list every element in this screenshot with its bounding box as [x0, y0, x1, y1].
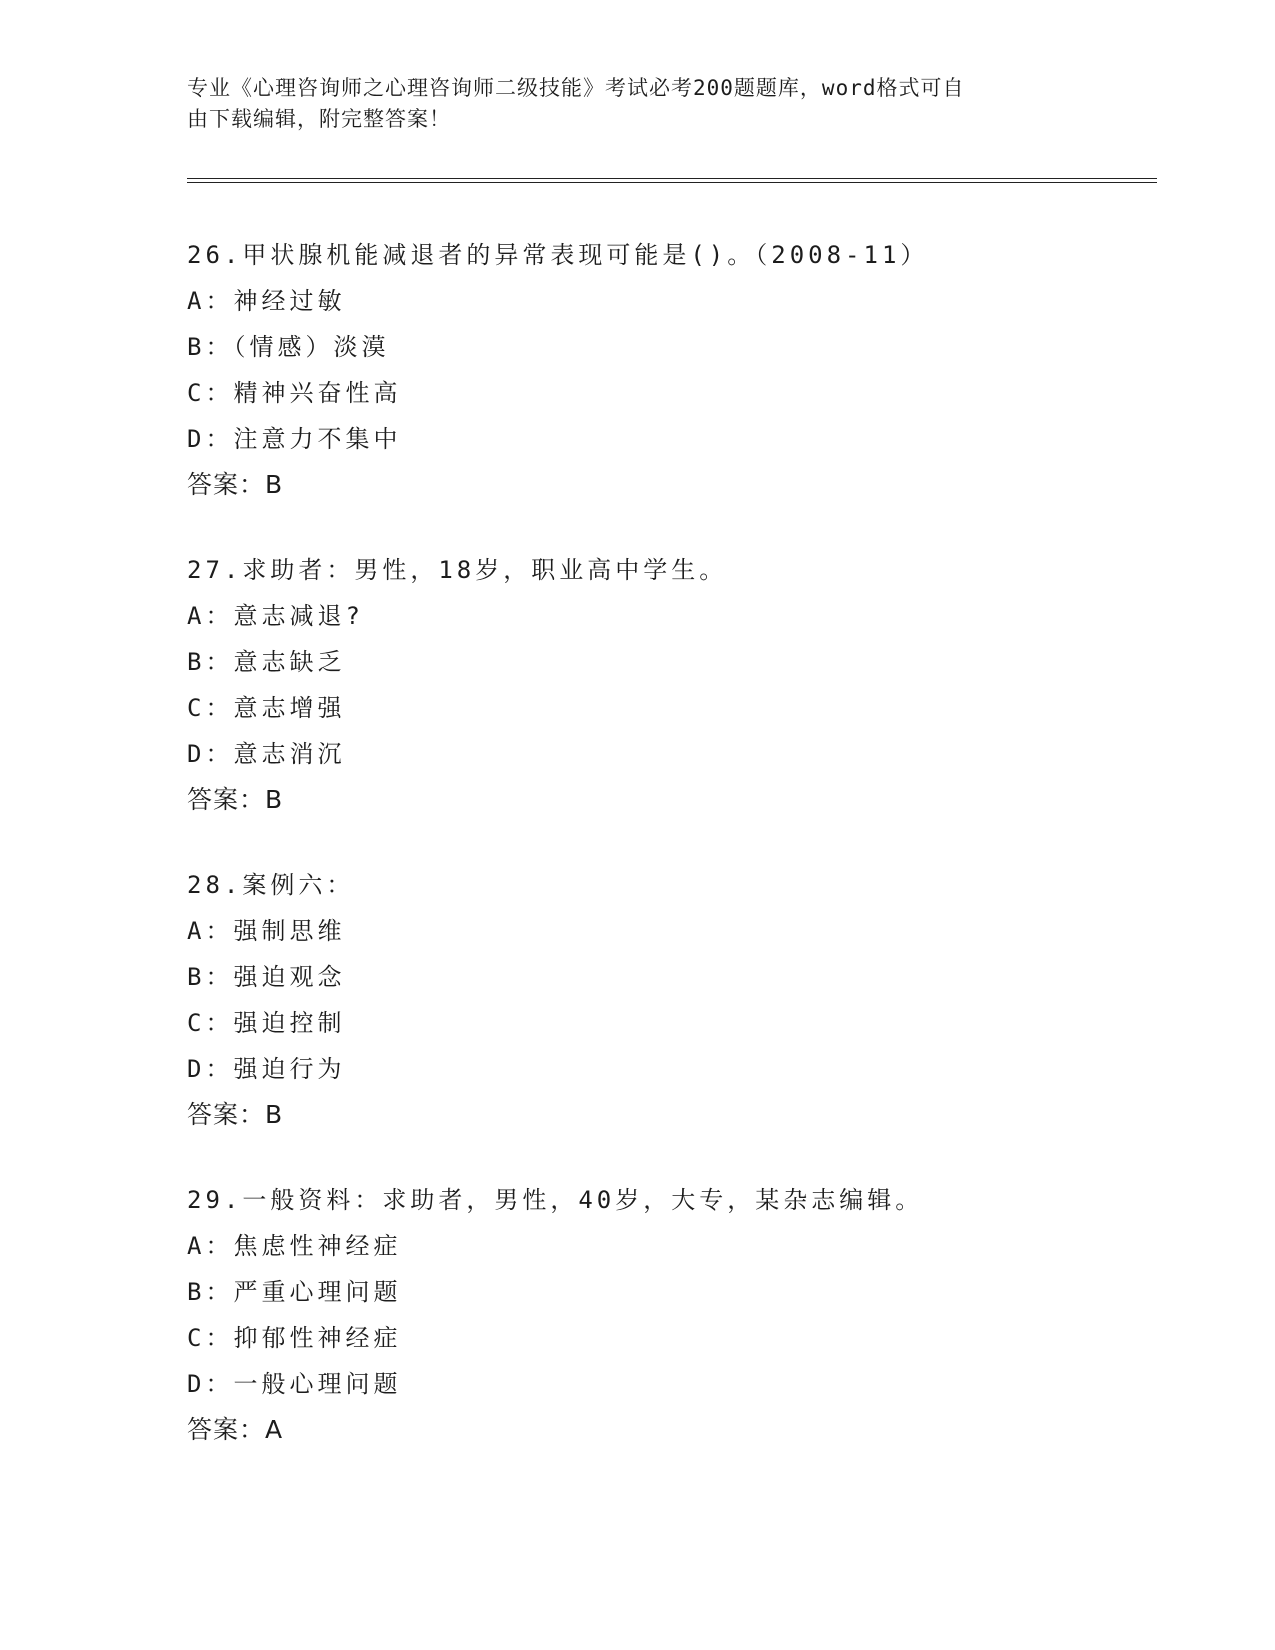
answer: 答案：B: [187, 470, 284, 499]
question-stem: 26.甲状腺机能减退者的异常表现可能是()。（2008-11）: [187, 241, 929, 269]
question-28: [187, 862, 1187, 1138]
option-b: B：严重心理问题: [187, 1278, 402, 1306]
option-a: A：焦虑性神经症: [187, 1232, 402, 1260]
option-c: C：精神兴奋性高: [187, 379, 402, 407]
question-stem: 29.一般资料：求助者，男性，40岁，大专，某杂志编辑。: [187, 1186, 924, 1214]
option-c: C：强迫控制: [187, 1009, 346, 1037]
option-d: D：意志消沉: [187, 740, 346, 768]
question-26: [187, 232, 1187, 508]
option-c: C：意志增强: [187, 694, 346, 722]
option-a: A：强制思维: [187, 917, 346, 945]
header-divider-top: [187, 178, 1157, 179]
question-stem: 27.求助者：男性，18岁，职业高中学生。: [187, 556, 728, 584]
option-b: B：意志缺乏: [187, 648, 346, 676]
header-line-2: 由下载编辑，附完整答案！: [187, 107, 451, 131]
option-a: A：意志减退?: [187, 602, 364, 630]
answer: 答案：A: [187, 1415, 284, 1444]
option-d: D：一般心理问题: [187, 1370, 402, 1398]
answer: 答案：B: [187, 785, 284, 814]
header-line-1: 专业《心理咨询师之心理咨询师二级技能》考试必考200题题库，word格式可自: [187, 76, 965, 100]
answer: 答案：B: [187, 1100, 284, 1129]
option-b: B：（情感）淡漠: [187, 333, 390, 361]
option-c: C：抑郁性神经症: [187, 1324, 402, 1352]
question-stem: 28.案例六：: [187, 871, 355, 899]
header-divider-bottom: [187, 182, 1157, 183]
document-header: [187, 73, 1067, 135]
option-b: B：强迫观念: [187, 963, 346, 991]
option-d: D：强迫行为: [187, 1055, 346, 1083]
option-a: A：神经过敏: [187, 287, 346, 315]
question-29: [187, 1177, 1187, 1453]
question-27: [187, 547, 1187, 823]
option-d: D：注意力不集中: [187, 425, 402, 453]
